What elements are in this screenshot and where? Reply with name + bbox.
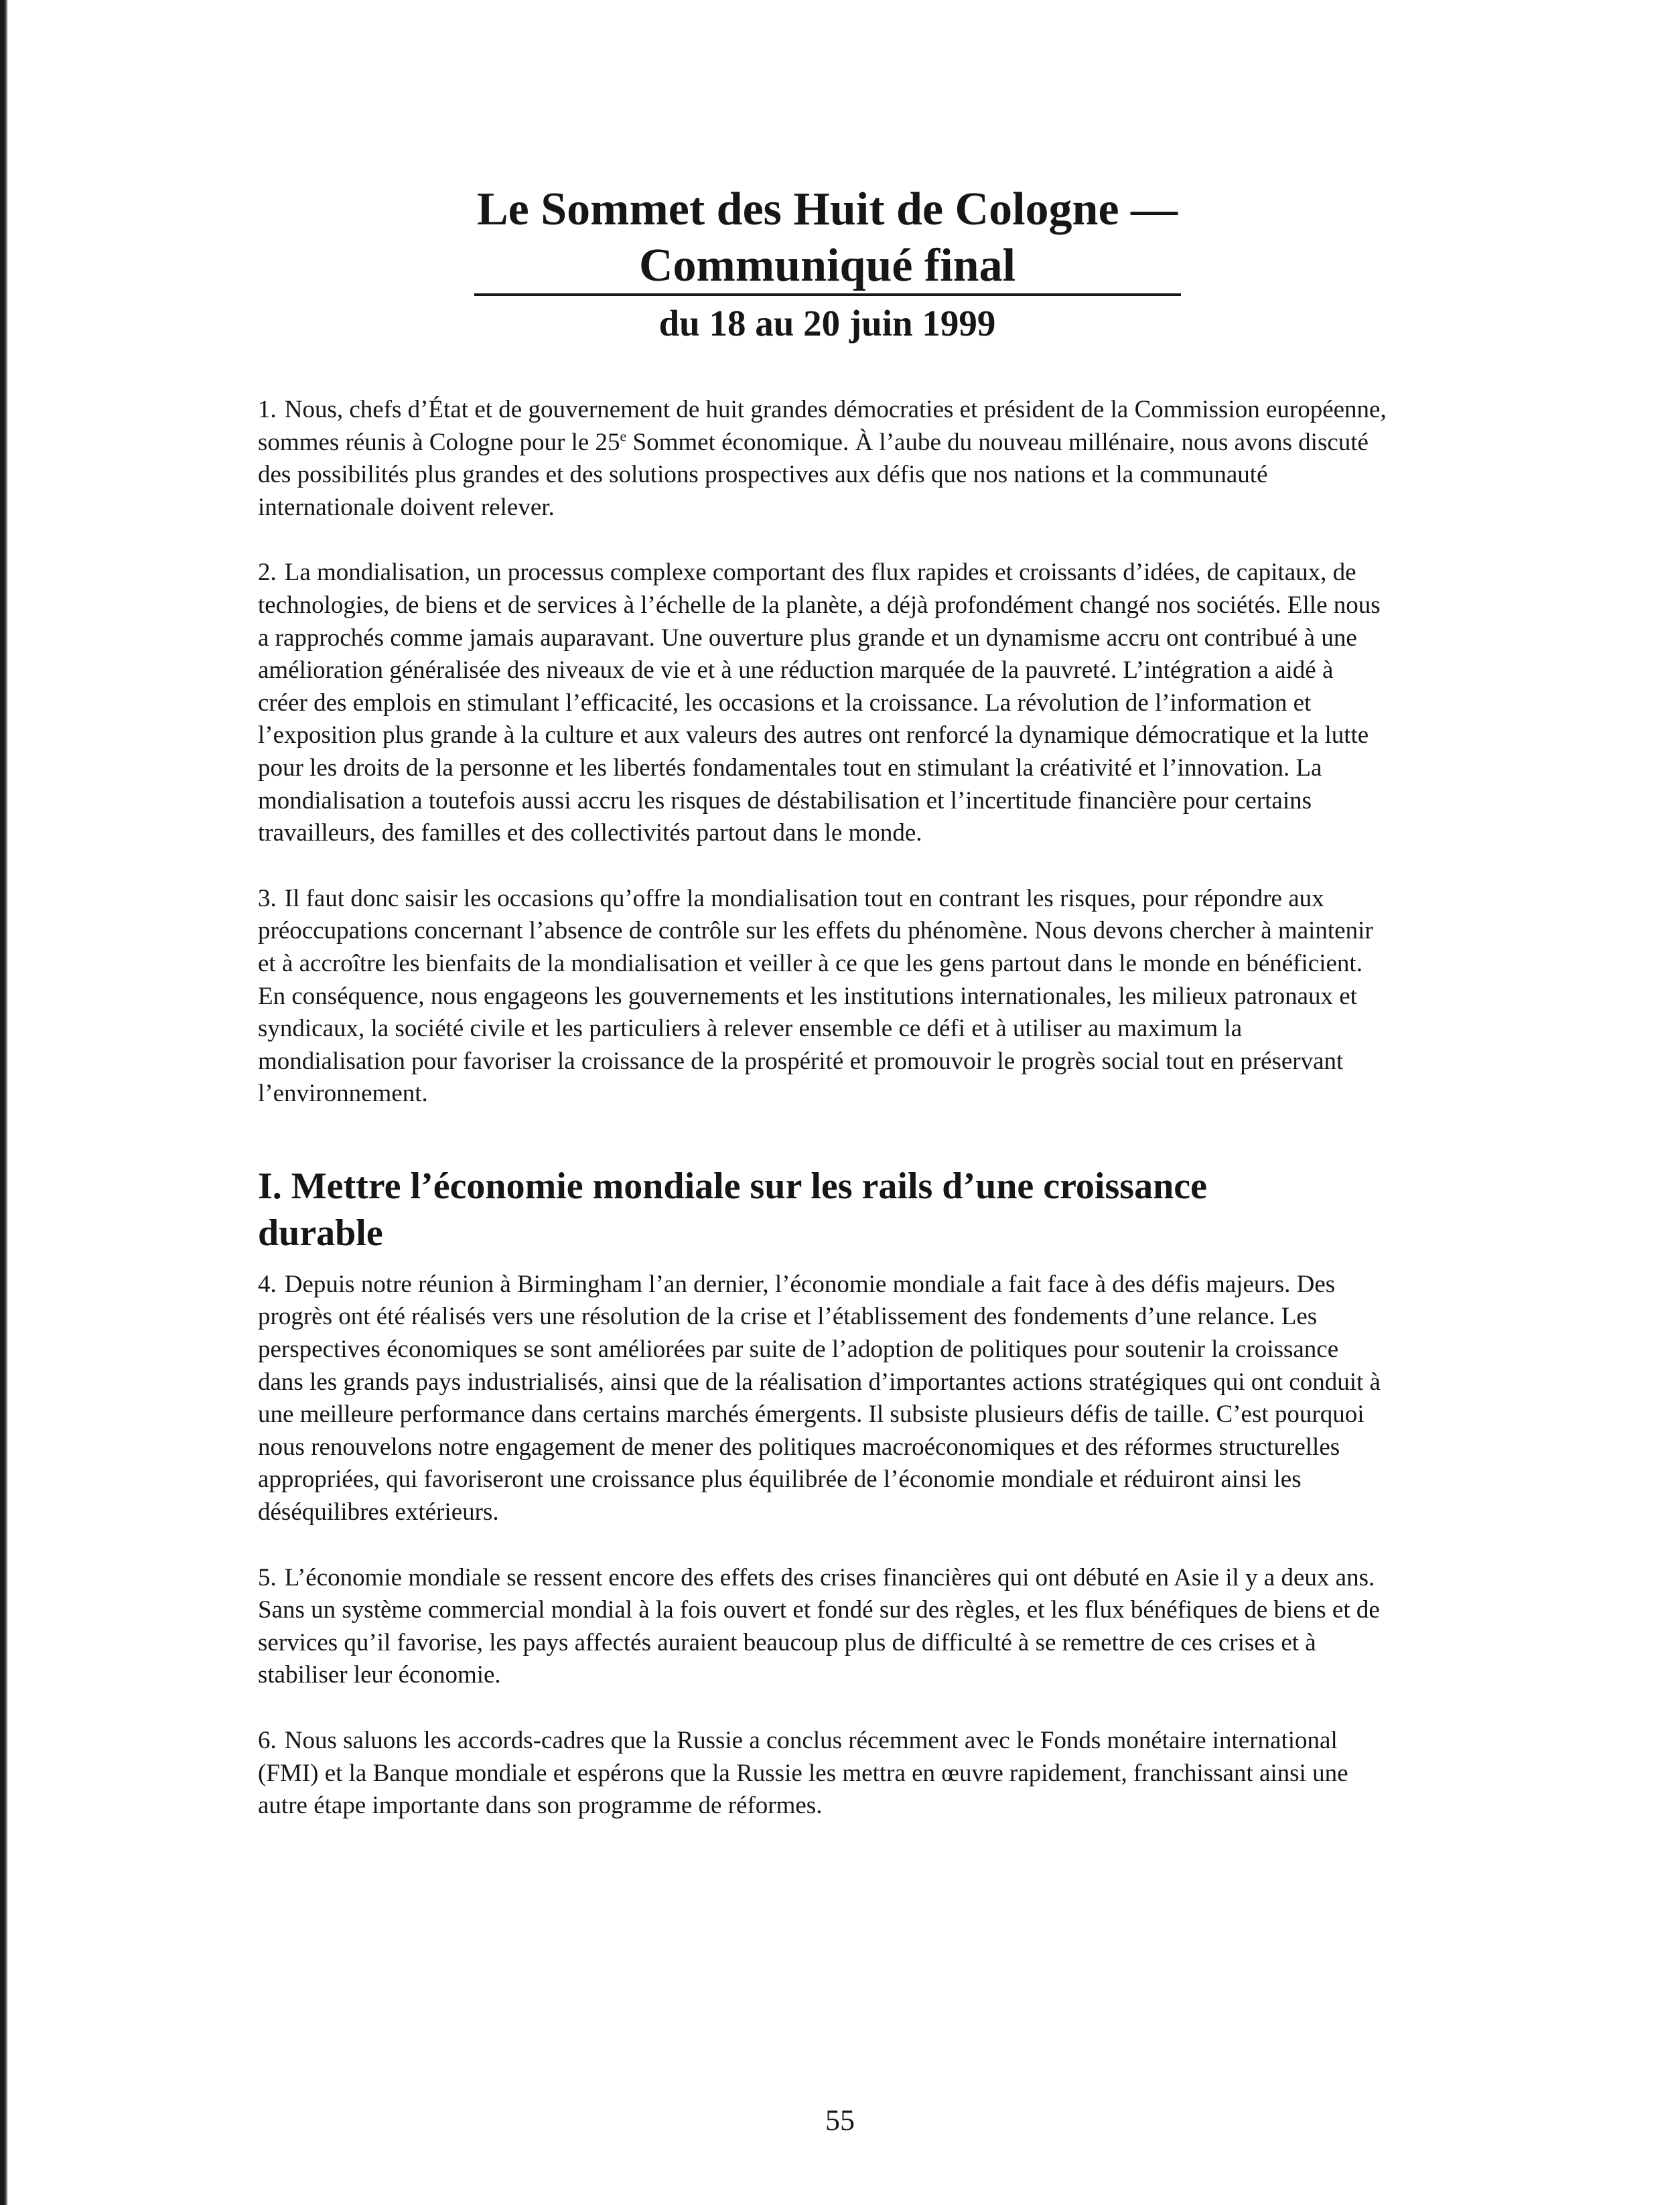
paragraph-number: 3. (258, 884, 277, 912)
paragraph-text-continued: Sommet économique. À l’aube du nouveau millénaire, nous avons discuté des possibilités plus grandes et des solutions prospectives aux défis que nos nations et la communauté internationale doivent relever. (258, 428, 1369, 521)
paragraph-text: Nous saluons les accords-cadres que la Russie a conclus récemment avec le Fonds monétaire international (FMI) et la Banque mondiale et espérons que la Russie les mettra en œuvre rapidement, franchissant ainsi une autre étape importante dans son programme de réformes. (258, 1727, 1348, 1820)
paragraph-4 (258, 1269, 1387, 1529)
title-underline (474, 293, 1181, 296)
page-number: 55 (825, 2104, 855, 2137)
paragraph-text: Il faut donc saisir les occasions qu’offre la mondialisation tout en contrant les risques, pour répondre aux préoccupations concernant l’absence de contrôle sur les effets du phénomène. Nous devons chercher à maintenir et à accroître les bienfaits de la mondialisation et veiller à ce que les gens partout dans le monde en bénéficient. En conséquence, nous engageons les gouvernements et les institutions internationales, les milieux patronaux et syndicaux, la société civile et les particuliers à relever ensemble ce défi et à utiliser au maximum la mondialisation pour favoriser la croissance de la prospérité et promouvoir le progrès social tout en préservant l’environnement. (258, 884, 1373, 1108)
paragraph-text: Depuis notre réunion à Birmingham l’an dernier, l’économie mondiale a fait face à des défis majeurs. Des progrès ont été réalisés vers une résolution de la crise et l’établissement des fondements d’une relance. Les perspectives économiques se sont améliorées par suite de l’adoption de politiques pour soutenir la croissance dans les grands pays industrialisés, ainsi que de la réalisation d’importantes actions stratégiques qui ont conduit à une meilleure performance dans certains marchés émergents. Il subsiste plusieurs défis de taille. C’est pourquoi nous renouvelons notre engagement de mener des politiques macroéconomiques et des réformes structurelles appropriées, qui favoriseront une croissance plus équilibrée de l’économie mondiale et réduiront ainsi les déséquilibres extérieurs. (258, 1270, 1381, 1526)
paragraph-5 (258, 1562, 1387, 1692)
paragraph-text: L’économie mondiale se ressent encore des effets des crises financières qui ont débuté en Asie il y a deux ans. Sans un système commercial mondial à la fois ouvert et fondé sur des règles, et les flux bénéfiques de biens et de services qu’il favorise, les pays affectés auraient beaucoup plus de difficulté à se remettre de ces crises et à stabiliser leur économie. (258, 1563, 1380, 1689)
paragraph-2 (258, 557, 1387, 849)
title-block (308, 181, 1346, 348)
paragraph-number: 1. (258, 396, 277, 423)
paragraph-number: 4. (258, 1270, 277, 1298)
document-subtitle: Communiqué final (638, 240, 1016, 291)
paragraph-text: La mondialisation, un processus complexe comportant des flux rapides et croissants d’idées, de capitaux, de technologies, de biens et de services à l’échelle de la planète, a déjà profondément changé nos sociétés. Elle nous a rapprochés comme jamais auparavant. Une ouverture plus grande et un dynamisme accru ont contribué à une amélioration généralisée des niveaux de vie et à une réduction marquée de la pauvreté. L’intégration a aidé à créer des emplois en stimulant l’efficacité, les occasions et la croissance. La révolution de l’information et l’exposition plus grande à la culture et aux valeurs des autres ont renforcé la dynamique démocratique et la lutte pour les droits de la personne et les libertés fondamentales tout en stimulant la créativité et l’innovation. La mondialisation a toutefois aussi accru les risques de déstabilisation et l’incertitude financière pour certains travailleurs, des familles et des collectivités partout dans le monde. (258, 559, 1381, 847)
document-page (258, 181, 1387, 1823)
document-date: du 18 au 20 juin 1999 (658, 303, 996, 344)
ordinal-superscript: e (620, 427, 627, 445)
paragraph-number: 6. (258, 1727, 277, 1754)
document-title: Le Sommet des Huit de Cologne — (476, 184, 1178, 235)
paragraph-number: 2. (258, 559, 277, 587)
paragraph-6 (258, 1725, 1387, 1823)
paragraph-text: Nous, chefs d’État et de gouvernement de huit grandes démocraties et président de la Commission européenne, sommes réunis à Cologne pour le 25 (258, 396, 1387, 456)
section-heading-1: I. Mettre l’économie mondiale sur les rails d’une croissance durable (258, 1165, 1207, 1254)
paragraph-3 (258, 883, 1387, 1111)
paragraph-1 (258, 394, 1387, 524)
paragraph-number: 5. (258, 1563, 277, 1591)
scan-left-edge (0, 0, 8, 2205)
